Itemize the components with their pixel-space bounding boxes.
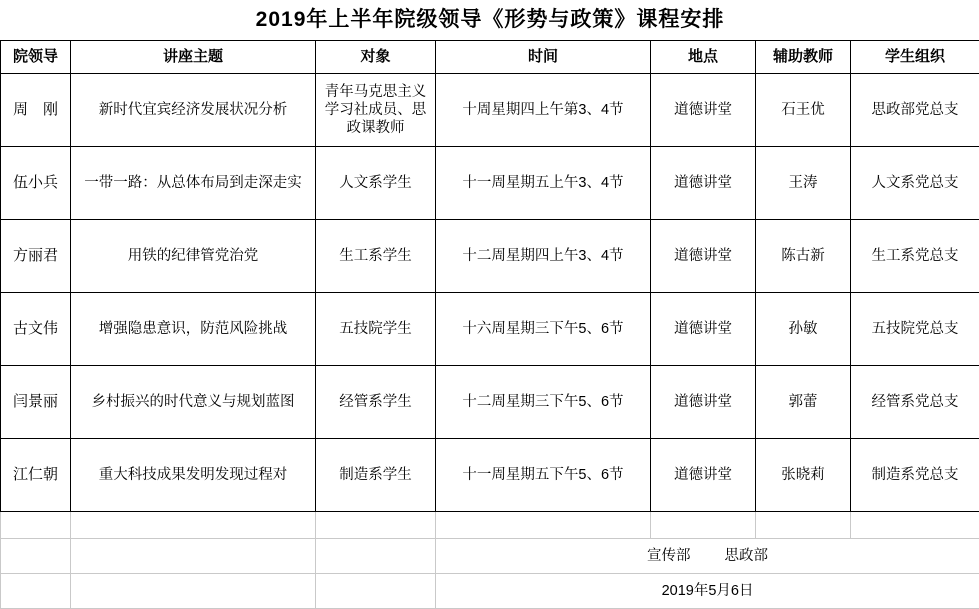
cell-audience: 经管系学生	[316, 366, 436, 439]
cell-audience: 青年马克思主义学习社成员、思政课教师	[316, 74, 436, 147]
cell-organization: 人文系党总支	[851, 147, 979, 220]
cell-assistant: 王涛	[756, 147, 851, 220]
empty-cell	[316, 539, 436, 574]
column-header-leader: 院领导	[1, 41, 71, 74]
cell-place: 道德讲堂	[651, 293, 756, 366]
table-row	[1, 366, 979, 439]
empty-cell	[651, 512, 756, 539]
cell-audience: 生工系学生	[316, 220, 436, 293]
column-header-place: 地点	[651, 41, 756, 74]
page-title: 2019年上半年院级领导《形势与政策》课程安排	[1, 0, 979, 41]
table-row	[1, 74, 979, 147]
cell-assistant: 孙敏	[756, 293, 851, 366]
cell-organization: 五技院党总支	[851, 293, 979, 366]
empty-cell	[1, 539, 71, 574]
cell-leader: 古文伟	[1, 293, 71, 366]
cell-topic: 乡村振兴的时代意义与规划蓝图	[71, 366, 316, 439]
spacer-row	[1, 512, 979, 539]
empty-cell	[71, 512, 316, 539]
cell-leader: 江仁朝	[1, 439, 71, 512]
cell-organization: 思政部党总支	[851, 74, 979, 147]
cell-topic: 增强隐患意识，防范风险挑战	[71, 293, 316, 366]
empty-cell	[71, 574, 316, 609]
column-header-time: 时间	[436, 41, 651, 74]
column-header-assistant: 辅助教师	[756, 41, 851, 74]
table-row	[1, 147, 979, 220]
footer-department-ideology: 思政部	[725, 547, 769, 565]
empty-cell	[316, 574, 436, 609]
empty-cell	[436, 512, 651, 539]
footer-department-propaganda: 宣传部	[647, 547, 691, 565]
cell-leader: 周 刚	[1, 74, 71, 147]
cell-organization: 生工系党总支	[851, 220, 979, 293]
cell-time: 十二周星期四上午3、4节	[436, 220, 651, 293]
cell-time: 十一周星期五下午5、6节	[436, 439, 651, 512]
cell-audience: 五技院学生	[316, 293, 436, 366]
empty-cell	[756, 512, 851, 539]
cell-audience: 制造系学生	[316, 439, 436, 512]
empty-cell	[1, 512, 71, 539]
cell-topic: 重大科技成果发明发现过程对	[71, 439, 316, 512]
footer-date-row	[1, 574, 979, 609]
cell-audience: 人文系学生	[316, 147, 436, 220]
empty-cell	[851, 512, 979, 539]
cell-assistant: 石王优	[756, 74, 851, 147]
cell-time: 十六周星期三下午5、6节	[436, 293, 651, 366]
table-row	[1, 439, 979, 512]
table-row	[1, 293, 979, 366]
cell-assistant: 郭蕾	[756, 366, 851, 439]
cell-place: 道德讲堂	[651, 74, 756, 147]
cell-topic: 一带一路：从总体布局到走深走实	[71, 147, 316, 220]
footer-departments-row	[1, 539, 979, 574]
table-header-row	[1, 41, 979, 74]
cell-time: 十周星期四上午第3、4节	[436, 74, 651, 147]
footer-departments	[436, 539, 979, 574]
empty-cell	[1, 574, 71, 609]
cell-topic: 用铁的纪律管党治党	[71, 220, 316, 293]
cell-leader: 闫景丽	[1, 366, 71, 439]
table-row	[1, 220, 979, 293]
cell-topic: 新时代宜宾经济发展状况分析	[71, 74, 316, 147]
column-header-topic: 讲座主题	[71, 41, 316, 74]
cell-organization: 经管系党总支	[851, 366, 979, 439]
footer-date: 2019年5月6日	[436, 574, 979, 609]
cell-assistant: 陈古新	[756, 220, 851, 293]
cell-leader: 伍小兵	[1, 147, 71, 220]
table-title-row	[1, 0, 979, 41]
cell-place: 道德讲堂	[651, 366, 756, 439]
cell-time: 十一周星期五上午3、4节	[436, 147, 651, 220]
empty-cell	[316, 512, 436, 539]
cell-organization: 制造系党总支	[851, 439, 979, 512]
cell-place: 道德讲堂	[651, 439, 756, 512]
cell-leader: 方丽君	[1, 220, 71, 293]
cell-time: 十二周星期三下午5、6节	[436, 366, 651, 439]
cell-place: 道德讲堂	[651, 147, 756, 220]
column-header-organization: 学生组织	[851, 41, 979, 74]
empty-cell	[71, 539, 316, 574]
cell-assistant: 张晓莉	[756, 439, 851, 512]
column-header-audience: 对象	[316, 41, 436, 74]
cell-place: 道德讲堂	[651, 220, 756, 293]
